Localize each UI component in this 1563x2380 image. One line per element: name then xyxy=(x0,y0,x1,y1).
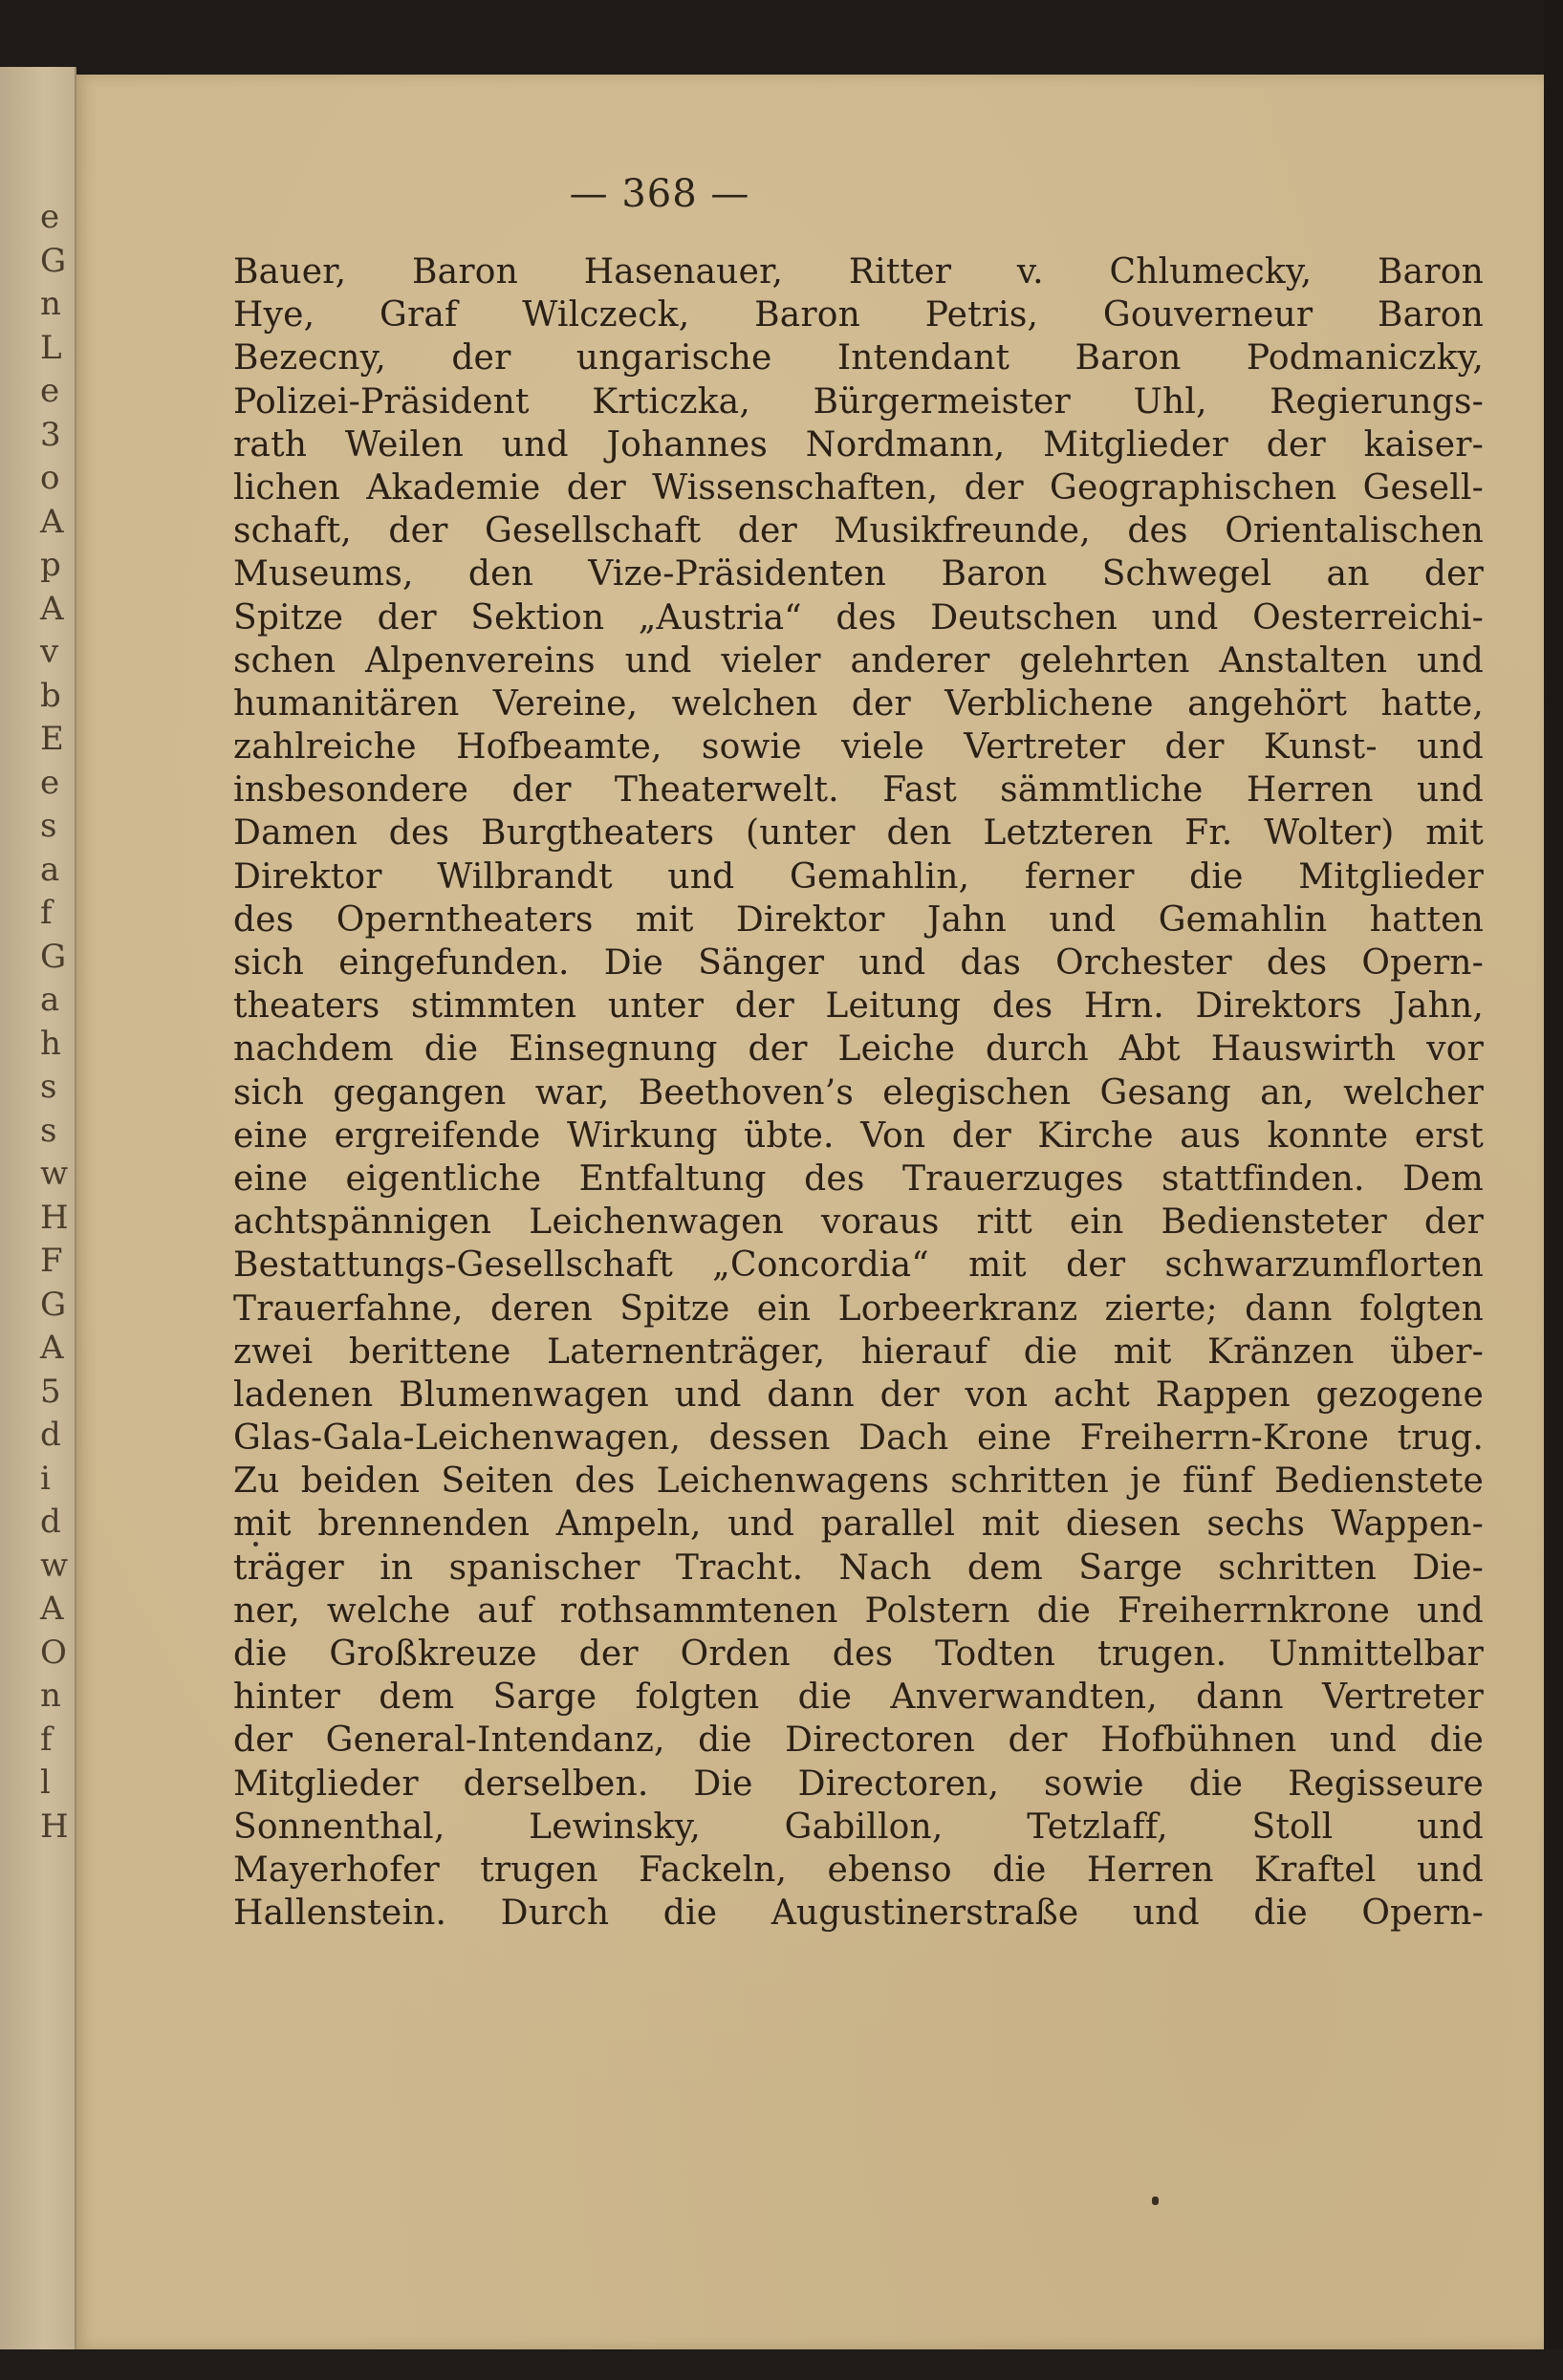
facing-page-fragment: n xyxy=(40,1677,61,1715)
facing-page-fragment: e xyxy=(40,198,60,236)
facing-page-fragment: A xyxy=(40,1590,64,1628)
text-line: ner, welche auf rothsammtenen Polstern die Freiherrnkrone und xyxy=(233,1590,1484,1631)
facing-page-fragment: e xyxy=(40,763,60,802)
facing-page-fragment: H xyxy=(40,1198,69,1237)
facing-page-fragment: i xyxy=(40,1459,51,1498)
facing-page-fragment: f xyxy=(40,894,53,932)
text-line: eine ergreifende Wirkung übte. Von der Kirche aus konnte erst xyxy=(233,1115,1484,1156)
facing-page-fragment: A xyxy=(40,1329,64,1367)
facing-page-fragment: s xyxy=(40,1111,57,1150)
facing-page-fragment: a xyxy=(40,850,60,889)
text-line: Mitglieder derselben. Die Directoren, sowie die Regisseure xyxy=(233,1763,1484,1804)
text-line: schen Alpenvereins und vieler anderer gelehrten Anstalten und xyxy=(233,640,1484,681)
facing-page-fragment: o xyxy=(40,459,60,497)
text-line: sich gegangen war, Beethoven’s elegischen Gesang an, welcher xyxy=(233,1072,1484,1113)
facing-page-fragment: L xyxy=(40,328,62,367)
text-line: Damen des Burgtheaters (unter den Letzteren Fr. Wolter) mit xyxy=(233,813,1484,854)
ink-speck xyxy=(1152,2196,1159,2205)
facing-page-fragment: e xyxy=(40,372,60,410)
page-body-text xyxy=(233,250,1484,1935)
scanner-background-top xyxy=(0,0,1563,75)
facing-page-fragment: a xyxy=(40,981,60,1019)
facing-page-fragment: s xyxy=(40,1068,57,1106)
facing-page-fragment: H xyxy=(40,1807,69,1846)
text-line: Hallenstein. Durch die Augustinerstraße und die Opern- xyxy=(233,1893,1484,1934)
text-line: schaft, der Gesellschaft der Musikfreunde, des Orientalischen xyxy=(233,511,1484,552)
facing-page-fragment: l xyxy=(40,1763,51,1802)
facing-page-fragment: w xyxy=(40,1155,69,1193)
facing-page-fragment: 3 xyxy=(40,415,61,454)
text-line: des Operntheaters mit Direktor Jahn und Gemahlin hatten xyxy=(233,899,1484,940)
facing-page-fragment: f xyxy=(40,1720,53,1759)
facing-page-fragment: v xyxy=(40,633,59,671)
text-line: Museums, den Vize-Präsidenten Baron Schwegel an der xyxy=(233,554,1484,595)
facing-page-fragment: d xyxy=(40,1416,61,1454)
text-line: zwei berittene Laternenträger, hierauf die mit Kränzen über- xyxy=(233,1331,1484,1372)
facing-page-fragment: E xyxy=(40,720,64,758)
facing-page-fragment: 5 xyxy=(40,1372,61,1411)
text-line: insbesondere der Theaterwelt. Fast sämmtliche Herren und xyxy=(233,770,1484,811)
text-line: der General-Intendanz, die Directoren der Hofbühnen und die xyxy=(233,1720,1484,1761)
text-line: Glas-Gala-Leichenwagen, dessen Dach eine Freiherrn-Krone trug. xyxy=(233,1418,1484,1459)
text-line: Bauer, Baron Hasenauer, Ritter v. Chlumecky, Baron xyxy=(233,252,1484,292)
facing-page-fragment: A xyxy=(40,502,64,541)
facing-page-fragment: s xyxy=(40,807,57,845)
text-line: nachdem die Einsegnung der Leiche durch Abt Hauswirth vor xyxy=(233,1029,1484,1070)
scanner-background-bottom xyxy=(0,2349,1563,2380)
text-line: Hye, Graf Wilczeck, Baron Petris, Gouverneur Baron xyxy=(233,295,1484,335)
text-line: die Großkreuze der Orden des Todten trugen. Unmittelbar xyxy=(233,1634,1484,1674)
facing-page-edge xyxy=(0,67,76,2351)
page-number: — 368 — xyxy=(569,172,750,216)
facing-page-fragment: G xyxy=(40,937,67,976)
facing-page-fragment: O xyxy=(40,1633,67,1672)
text-line: hinter dem Sarge folgten die Anverwandten, dann Vertreter xyxy=(233,1677,1484,1718)
facing-page-fragment: h xyxy=(40,1024,61,1063)
text-line: ladenen Blumenwagen und dann der von acht Rappen gezogene xyxy=(233,1374,1484,1415)
facing-page-fragment: A xyxy=(40,589,64,628)
text-line: Spitze der Sektion „Austria“ des Deutschen und Oesterreichi- xyxy=(233,597,1484,638)
text-line: Polizei-Präsident Krticzka, Bürgermeister Uhl, Regierungs- xyxy=(233,381,1484,422)
facing-page-fragment: n xyxy=(40,285,61,323)
text-line: eine eigentliche Entfaltung des Trauerzuges stattfinden. Dem xyxy=(233,1158,1484,1199)
text-line: mit brennenden Ampeln, und parallel mit diesen sechs Wappen- xyxy=(233,1504,1484,1545)
text-line: Zu beiden Seiten des Leichenwagens schritten je fünf Bedienstete xyxy=(233,1461,1484,1502)
text-line: humanitären Vereine, welchen der Verblichene angehört hatte, xyxy=(233,683,1484,724)
text-line: rath Weilen und Johannes Nordmann, Mitglieder der kaiser- xyxy=(233,424,1484,465)
text-line: lichen Akademie der Wissenschaften, der Geographischen Gesell- xyxy=(233,467,1484,508)
text-line: sich eingefunden. Die Sänger und das Orchester des Opern- xyxy=(233,943,1484,983)
facing-page-fragment: w xyxy=(40,1546,69,1585)
text-line: Sonnenthal, Lewinsky, Gabillon, Tetzlaff, Stoll und xyxy=(233,1807,1484,1847)
text-line: zahlreiche Hofbeamte, sowie viele Vertreter der Kunst- und xyxy=(233,727,1484,768)
text-line: Direktor Wilbrandt und Gemahlin, ferner die Mitglieder xyxy=(233,856,1484,897)
text-line: Mayerhofer trugen Fackeln, ebenso die Herren Kraftel und xyxy=(233,1850,1484,1890)
text-line: träger in spanischer Tracht. Nach dem Sarge schritten Die- xyxy=(233,1547,1484,1588)
text-line: achtspännigen Leichenwagen voraus ritt ein Bediensteter der xyxy=(233,1202,1484,1243)
text-line: Trauerfahne, deren Spitze ein Lorbeerkranz zierte; dann folgten xyxy=(233,1288,1484,1329)
facing-page-fragment: p xyxy=(40,546,61,584)
facing-page-fragment: G xyxy=(40,1285,67,1324)
text-line: Bestattungs-Gesellschaft „Concordia“ mit der schwarzumflorten xyxy=(233,1245,1484,1286)
scanner-background-right xyxy=(1544,0,1563,2380)
facing-page-fragment: G xyxy=(40,241,67,280)
facing-page-fragment: d xyxy=(40,1503,61,1541)
facing-page-fragment: b xyxy=(40,676,61,715)
text-line: theaters stimmten unter der Leitung des Hrn. Direktors Jahn, xyxy=(233,986,1484,1027)
text-line: Bezecny, der ungarische Intendant Baron Podmaniczky, xyxy=(233,338,1484,379)
facing-page-fragment: F xyxy=(40,1242,63,1280)
